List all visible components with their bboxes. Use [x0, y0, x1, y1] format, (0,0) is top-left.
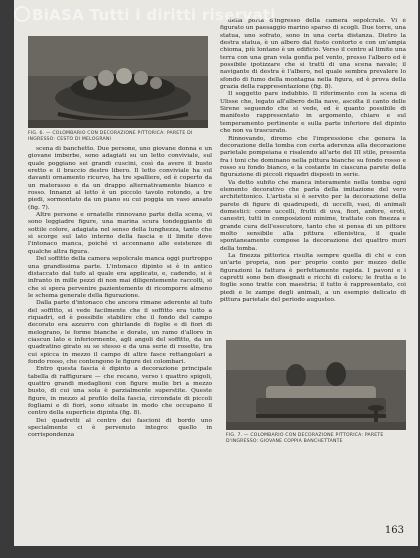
page-number: 163: [384, 525, 404, 536]
left-paragraph: Entro questa fascia è dipinto a decorazione principale tabella di raffigurare — che recano, verso i quattro spigoli, quattro grandi medaglioni con figure mulie bri a mezzo busto, di cui una sola è parzialmente superstite. Queste figure, in mezzo al profilo della fascia, circondate di piccoli fogliami e di fiori, sono situate in modo che occupano il centro della superficie dipinta (fig. 8).: [28, 366, 212, 417]
right-paragraph: Va detto subito che manca interamente nella tomba ogni elemento decorativo che parla della imitazione del vero architettonico. L'artista si è servito per la decorazione della parete di figure di quadrupedi, di uccelli, vasi, di animali domestici: come uccelli, frutti di uva, fiori, anfore, eroti, canestri, tutti in composizioni minime, trattate con finezza e grande cura dell'esecutore, tanto che si pensa di un pittore molto sensibile alla pittura ellenistica, il quale spontaneamente compose la decorazione dei quattro muri della tomba.: [220, 179, 406, 252]
watermark-text: BiASA Tutti i diritti riservati: [32, 6, 276, 24]
document-page: [14, 0, 418, 546]
left-column: [28, 146, 212, 518]
left-paragraph: Del soffitto della camera sepolcrale manca oggi purtroppo una grandissima parte. L'intonaco dipinto si è in antico distaccato dal tufo al quale era applicato, e, cadendo, si è infranto in mille pezzi di non mai diligentemente raccolti, si che si spera pervenire pazientemente di ricomporre almeno le schema generale della figurazione.: [28, 256, 212, 299]
figure-6-photo: [28, 36, 208, 128]
right-paragraph: Rinnovando, diremo che l'impressione che genera la decorazione della tomba con certa aderenza alla decorazione parietale pompeiana e risalendo all'arte del III stile, presenta fra i toni che dominano nella pittura bianche su fondo rosso e rosso su fondo bianco, e la costante in ciascuna parete della figurazione di piccoli riquadri disposti in serie.: [220, 135, 406, 179]
right-paragraph: La finezza pittorica risulta sempre quella di chi e con un'arte propria, non per proprio conto per mezzo delle figurazioni la fattura è perfettamente rapida. I pavoni e i capretti sono ben disegnati e ricchi di colore; le frutta e le foglie sono tratte con maestria; il tutto è rappresentato, coi piedi e le zampe degli animali, a un esempio delicato di pittura parietale del periodo augusteo.: [220, 253, 406, 304]
copyright-icon: [14, 6, 30, 22]
figure-7-photo: [226, 340, 406, 430]
left-paragraph: Dalla parte d'intonaco che ancora rimane aderente al tufo del soffitto, si vede facilmente che il soffitto era tutto a riquadri, ed è possibile stabilire che il fondo del campo decorato era azzurro con ghirlande di foglie e di fiori di melograno, le forme bianche e dorate, un ramo d'alloro in ciascun lato e inferiormente, agli angoli del soffitto, da un quadratino girato su se stesso e da una serie di rosette, tra cui spicca in mezzo il campo di altre fasce rettangolari a fondo rosso, che contengono le figure dei colombari.: [28, 300, 212, 365]
figure-6-caption: FIG. 6. — COLOMBARIO CON DECORAZIONE PITTORICA: PARETE DI INGRESSO: CESTO DI MELOGRANI: [28, 131, 193, 142]
left-paragraph: scena di banchetto. Due persone, uno giovane donna e un giovane imberbe, sono adagiati su un letto conviviale, sul quale poggiano sei grandi cuscini, così da avere il busto eretto e il braccio destro libero. Il letto conviviale ha sul davanti ornamento ricurvo, ha tre spalliere, ed è coperto da un materasso e da un drappo alternativamente bianco e rosso. Innanzi al letto è un piccolo tavolo rotondo, a tre piedi, sormontato da un piano su cui poggia un vaso ansato (fig. 7).: [28, 146, 212, 211]
watermark: [14, 6, 276, 24]
right-paragraph: Il soggetto pare indubbio. Il riferimento con la scena di Ulisse che, legato all'albero della nave, ascolta il canto delle Sirene seguendo che si vede, ed è quanto possibile di manifesto rappresentato in argomento, chiaro e sul temperamento pertinente e sulla parte inferiore del dipinto che non va trascurato.: [220, 91, 406, 135]
left-paragraph: Altre persone e ornatelle rinnovano parte della scena, vi sono leggiadre figure, una marina scura tondeggiante di sottile colore, adagiata nel senso della lunghezza, tanto che si scorge sul lato interno della fascia e il limite dove l'intonaco manca, poiché vi accennano alle esistenze di qualche altra figura.: [28, 212, 212, 255]
figure-7-caption: FIG. 7. — COLOMBARIO CON DECORAZIONE PITTORICA: PARETE D'INGRESSO: GIOVANE COPPIA BANCHETTANTE: [226, 433, 384, 444]
right-column: [220, 18, 406, 336]
right-paragraph: della porta d'ingresso della camera sepolcrale. Vi è figurato un paesaggio marino sparso di scogli. Due torre, una statua, uno sofrato, sono in una certa distanza. Dietro la destra statua, è un albero dal fusto contorto e con un'ampia chioma, più lontano è un edificio. Verso il centro al limite una terra con una gran vela gonfia pel vento, presso l'albero ed è possibile ipotizzare che si tratti di una scena navale; il navigante di destra è l'albero, nel quale sembra prevalere lo sfondo di fumo della montagna nella figura, ed è prova della grazia della rappresentazione (fig. 8).: [220, 18, 406, 91]
left-paragraph: Dei quadretti al centro dei fascioni di bordo uno specialmente ci è pervenuto integro: quello in corrispondenza: [28, 417, 212, 439]
